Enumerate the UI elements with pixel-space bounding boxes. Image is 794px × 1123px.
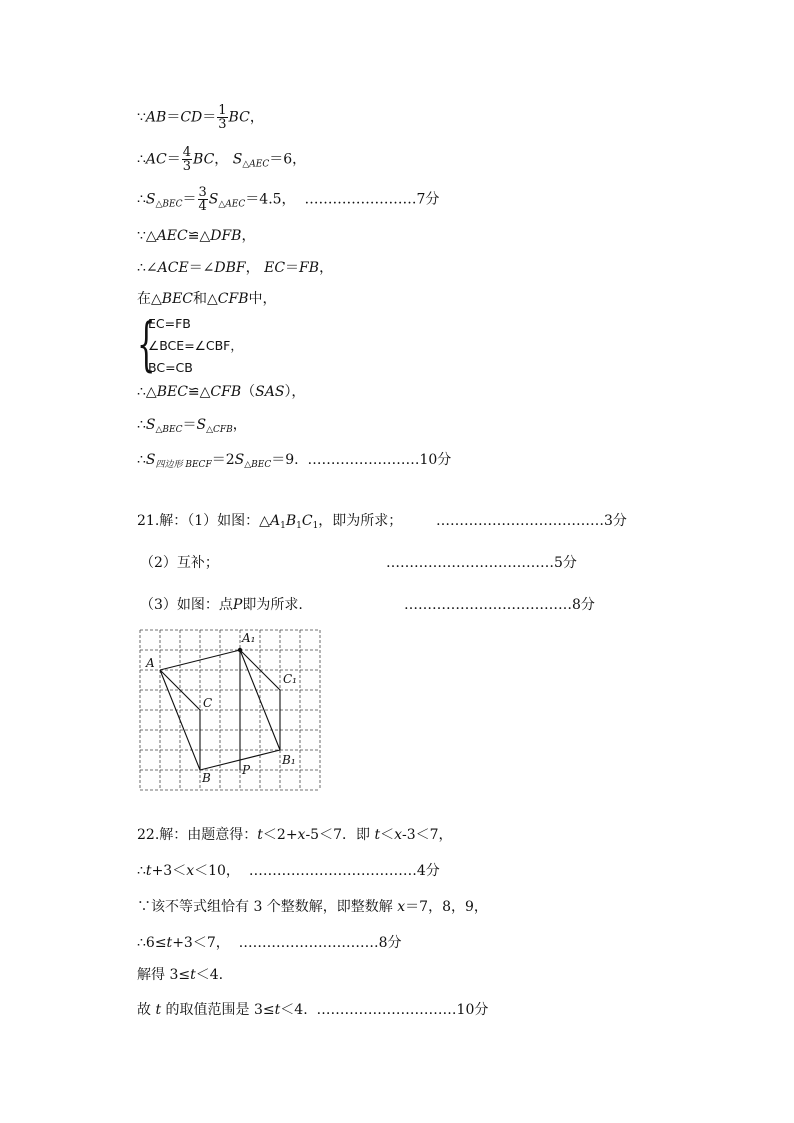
q22-line-3: ∵该不等式组恰有 3 个整数解，即整数解 x＝7，8，9， — [137, 899, 488, 915]
score-dots: ………………………………4分 — [248, 863, 440, 879]
label-b1: B₁ — [282, 753, 296, 767]
proof-line-1: ∵AB＝CD＝ $\frac{1}{3}$ BC， — [137, 103, 264, 132]
system-line-1: EC=FB — [148, 316, 191, 331]
score-dots: ……………………7分 — [304, 191, 440, 208]
label-c: C — [203, 696, 213, 710]
grid-figure — [132, 622, 332, 794]
q21-line-3: （3）如图：点P即为所求. — [140, 597, 303, 613]
score-dots: ……………………10分 — [307, 452, 452, 468]
label-a1: A₁ — [242, 631, 256, 645]
proof-line-4: ∵△AEC≌△DFB， — [137, 228, 256, 244]
proof-line-6: 在△BEC和△CFB中， — [137, 291, 277, 307]
fraction: $\frac{3}{4}$ — [198, 185, 207, 214]
q21-line-1: 21.解：（1）如图：$\triangle A_1B_1C_1$，即为所求； — [137, 513, 403, 531]
proof-line-3: $\therefore S_{\triangle BEC}=$ $\frac{3}{4}$ $S_{\triangle AEC}=4.5$， ……………………7分 — [137, 185, 440, 214]
q22-line-1: 22.解：由题意得：t＜2+x-5＜7．即 t＜x-3＜7， — [137, 827, 453, 843]
fraction: $\frac{4}{3}$ — [182, 145, 192, 174]
q22-line-5: 解得 3≤t＜4. — [137, 967, 224, 983]
score-dots: ………………………………5分 — [386, 555, 577, 571]
system-brace: { — [137, 310, 156, 378]
proof-line-9: $\therefore S_{四边形 BECF}=2S_{\triangle BEC}=9$. ……………………10分 — [137, 452, 452, 470]
label-a: A — [146, 656, 155, 670]
score-dots: …………………………10分 — [316, 1002, 489, 1018]
proof-line-7: ∴△BEC≌△CFB（SAS）， — [137, 384, 306, 400]
score-dots: ………………………………3分 — [436, 513, 627, 529]
q22-line-2: ∴t+3＜x＜10， ………………………………4分 — [137, 863, 440, 879]
label-p: P — [242, 763, 251, 777]
system-line-2: ∠BCE=∠CBF， — [148, 338, 243, 353]
proof-line-5: ∴∠ACE＝∠DBF， EC＝FB， — [137, 260, 334, 276]
proof-line-2: ∴AC＝ $\frac{4}{3}$ BC， $S_{\triangle AEC}=6$， — [137, 145, 307, 174]
score-dots: ………………………………8分 — [404, 597, 595, 613]
fraction: $\frac{1}{3}$ — [218, 103, 227, 132]
label-c1: C₁ — [283, 672, 297, 686]
system-line-3: BC=CB — [148, 360, 193, 375]
q22-line-6: 故 t 的取值范围是 3≤t＜4. …………………………10分 — [137, 1002, 489, 1018]
point-a1 — [238, 648, 242, 652]
q22-line-4: ∴6≤t+3＜7， …………………………8分 — [137, 935, 402, 951]
score-dots: …………………………8分 — [238, 935, 402, 951]
q21-line-2: （2）互补； — [140, 555, 219, 571]
proof-line-8: $\therefore S_{\triangle BEC}=S_{\triangle CFB}$， — [137, 417, 247, 435]
label-b: B — [202, 771, 211, 785]
